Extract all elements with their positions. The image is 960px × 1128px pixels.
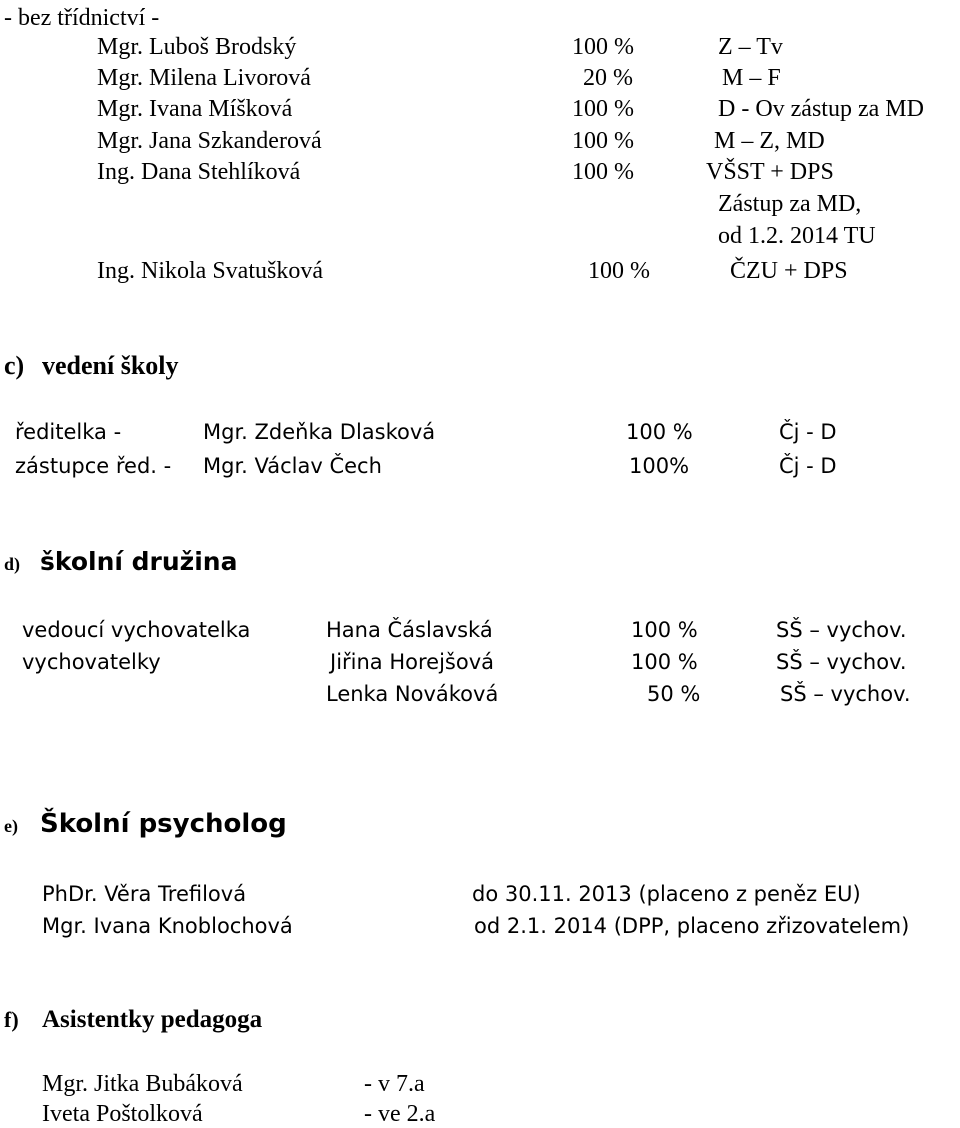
staff-percent: 100 % (631, 618, 698, 642)
section-letter: f) (4, 1007, 19, 1032)
section-heading: školní družina (40, 547, 238, 576)
staff-note: Čj - D (779, 454, 837, 478)
staff-percent: 100 % (588, 258, 650, 284)
section-heading: vedení školy (42, 351, 179, 380)
staff-name: Mgr. Ivana Knoblochová (42, 914, 293, 938)
staff-note: ČZU + DPS (730, 258, 848, 284)
staff-note: SŠ – vychov. (776, 618, 907, 642)
staff-percent: 100 % (572, 34, 634, 60)
section-heading: Asistentky pedagoga (42, 1006, 263, 1033)
staff-name: Lenka Nováková (326, 682, 499, 706)
staff-note-extra: Zástup za MD, (718, 191, 862, 217)
staff-name: Jiřina Horejšová (330, 650, 495, 674)
staff-percent: 100 % (626, 420, 693, 444)
role-label: zástupce řed. - (15, 454, 172, 478)
staff-percent: 20 % (583, 65, 633, 91)
role-label: vychovatelky (22, 650, 161, 674)
staff-name: Mgr. Zdeňka Dlasková (203, 420, 436, 444)
staff-name: Iveta Poštolková (42, 1101, 203, 1127)
staff-name: Mgr. Jana Szkanderová (97, 128, 322, 154)
staff-percent: 50 % (647, 682, 701, 706)
staff-note: SŠ – vychov. (776, 650, 907, 674)
staff-note: od 2.1. 2014 (DPP, placeno zřizovatelem) (474, 914, 910, 938)
staff-name: Hana Čáslavská (326, 618, 493, 642)
staff-name: Mgr. Jitka Bubáková (42, 1071, 243, 1097)
staff-name: Mgr. Milena Livorová (97, 65, 311, 91)
section-heading: Školní psycholog (40, 809, 287, 839)
staff-percent: 100 % (572, 96, 634, 122)
staff-note: Z – Tv (718, 34, 783, 60)
section-intro: - bez třídnictví - (4, 5, 160, 31)
role-label: ředitelka - (15, 420, 122, 444)
staff-note: do 30.11. 2013 (placeno z peněz EU) (472, 882, 861, 906)
staff-note: - v 7.a (364, 1071, 425, 1097)
staff-note: Čj - D (779, 420, 837, 444)
section-letter: e) (4, 816, 18, 836)
staff-note: - ve 2.a (364, 1101, 436, 1127)
section-letter: c) (4, 351, 25, 380)
staff-name: Mgr. Václav Čech (203, 454, 382, 478)
staff-percent: 100% (629, 454, 690, 478)
staff-note: SŠ – vychov. (780, 682, 911, 706)
staff-note: VŠST + DPS (706, 159, 834, 185)
staff-percent: 100 % (631, 650, 698, 674)
staff-note-extra: od 1.2. 2014 TU (718, 223, 876, 249)
staff-note: M – Z, MD (714, 128, 825, 154)
staff-name: PhDr. Věra Trefilová (42, 882, 247, 906)
section-letter: d) (4, 554, 21, 574)
staff-note: M – F (722, 65, 781, 91)
staff-name: Mgr. Luboš Brodský (97, 34, 297, 60)
staff-name: Ing. Dana Stehlíková (97, 159, 301, 185)
staff-name: Ing. Nikola Svatušková (97, 258, 323, 284)
role-label: vedoucí vychovatelka (22, 618, 251, 642)
staff-percent: 100 % (572, 159, 634, 185)
staff-name: Mgr. Ivana Míšková (97, 96, 293, 122)
staff-note: D - Ov zástup za MD (718, 96, 924, 122)
staff-percent: 100 % (572, 128, 634, 154)
